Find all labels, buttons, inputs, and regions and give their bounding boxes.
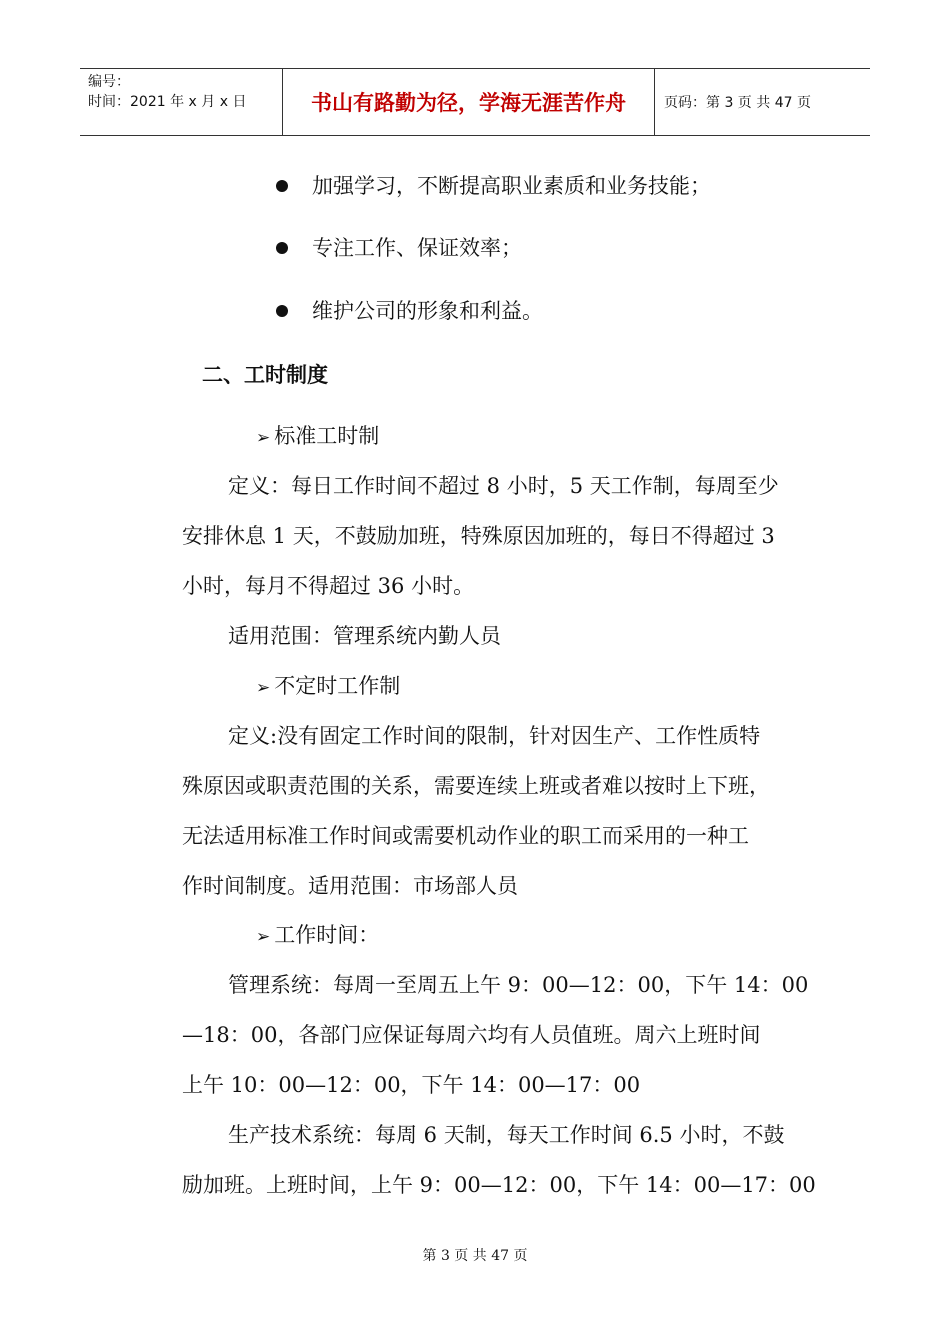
paragraph-line: 适用范围：管理系统内勤人员 — [228, 624, 501, 648]
subheading-label: 不定时工作制 — [274, 674, 401, 698]
paragraph-line: 定义:没有固定工作时间的限制，针对因生产、工作性质特 — [228, 724, 761, 748]
bullet-dot — [276, 242, 288, 254]
paragraph-line: 生产技术系统：每周 6 天制，每天工作时间 6.5 小时，不鼓 — [228, 1123, 785, 1147]
header-motto: 书山有路勤为径，学海无涯苦作舟 — [311, 91, 626, 115]
arrow-bullet-icon: ➢ — [256, 678, 271, 698]
paragraph-line: 励加班。上班时间，上午 9：00—12：00，下午 14：00—17：00 — [182, 1173, 816, 1197]
arrow-bullet-icon: ➢ — [256, 428, 271, 448]
date-label: 时间：2021 年 x 月 x 日 — [88, 94, 247, 110]
paragraph-line: 小时，每月不得超过 36 小时。 — [182, 574, 475, 598]
bullet-text: 维护公司的形象和利益。 — [312, 299, 543, 323]
paragraph-line: —18：00，各部门应保证每周六均有人员值班。周六上班时间 — [182, 1023, 761, 1047]
section-heading: 二、工时制度 — [202, 363, 328, 387]
bullet-text: 加强学习，不断提高职业素质和业务技能； — [312, 174, 711, 198]
header-meta — [88, 72, 246, 112]
bullet-dot — [276, 305, 288, 317]
paragraph-line: 作时间制度。适用范围：市场部人员 — [182, 874, 518, 898]
subheading-label: 工作时间： — [274, 923, 380, 947]
paragraph-line: 安排休息 1 天，不鼓励加班，特殊原因加班的，每日不得超过 3 — [182, 524, 775, 548]
page-footer: 第 3 页 共 47 页 — [422, 1248, 528, 1264]
paragraph-line: 上午 10：00—12：00，下午 14：00—17：00 — [182, 1073, 641, 1097]
paragraph-line: 殊原因或职责范围的关系，需要连续上班或者难以按时上下班， — [182, 774, 770, 798]
code-label: 编号： — [88, 74, 130, 90]
paragraph-line: 定义：每日工作时间不超过 8 小时，5 天工作制，每周至少 — [228, 474, 779, 498]
subheading-hours — [256, 922, 379, 950]
bullet-text: 专注工作、保证效率； — [312, 236, 522, 260]
header-divider — [654, 68, 655, 136]
page-header — [80, 68, 870, 136]
subheading-standard — [256, 423, 379, 451]
paragraph-line: 无法适用标准工作时间或需要机动作业的职工而采用的一种工 — [182, 824, 749, 848]
subheading-label: 标准工时制 — [274, 424, 380, 448]
header-page-info: 页码：第 3 页 共 47 页 — [664, 95, 811, 111]
bullet-dot — [276, 180, 288, 192]
paragraph-line: 管理系统：每周一至周五上午 9：00—12：00，下午 14：00 — [228, 973, 809, 997]
subheading-flexible — [256, 673, 400, 701]
arrow-bullet-icon: ➢ — [256, 927, 271, 947]
